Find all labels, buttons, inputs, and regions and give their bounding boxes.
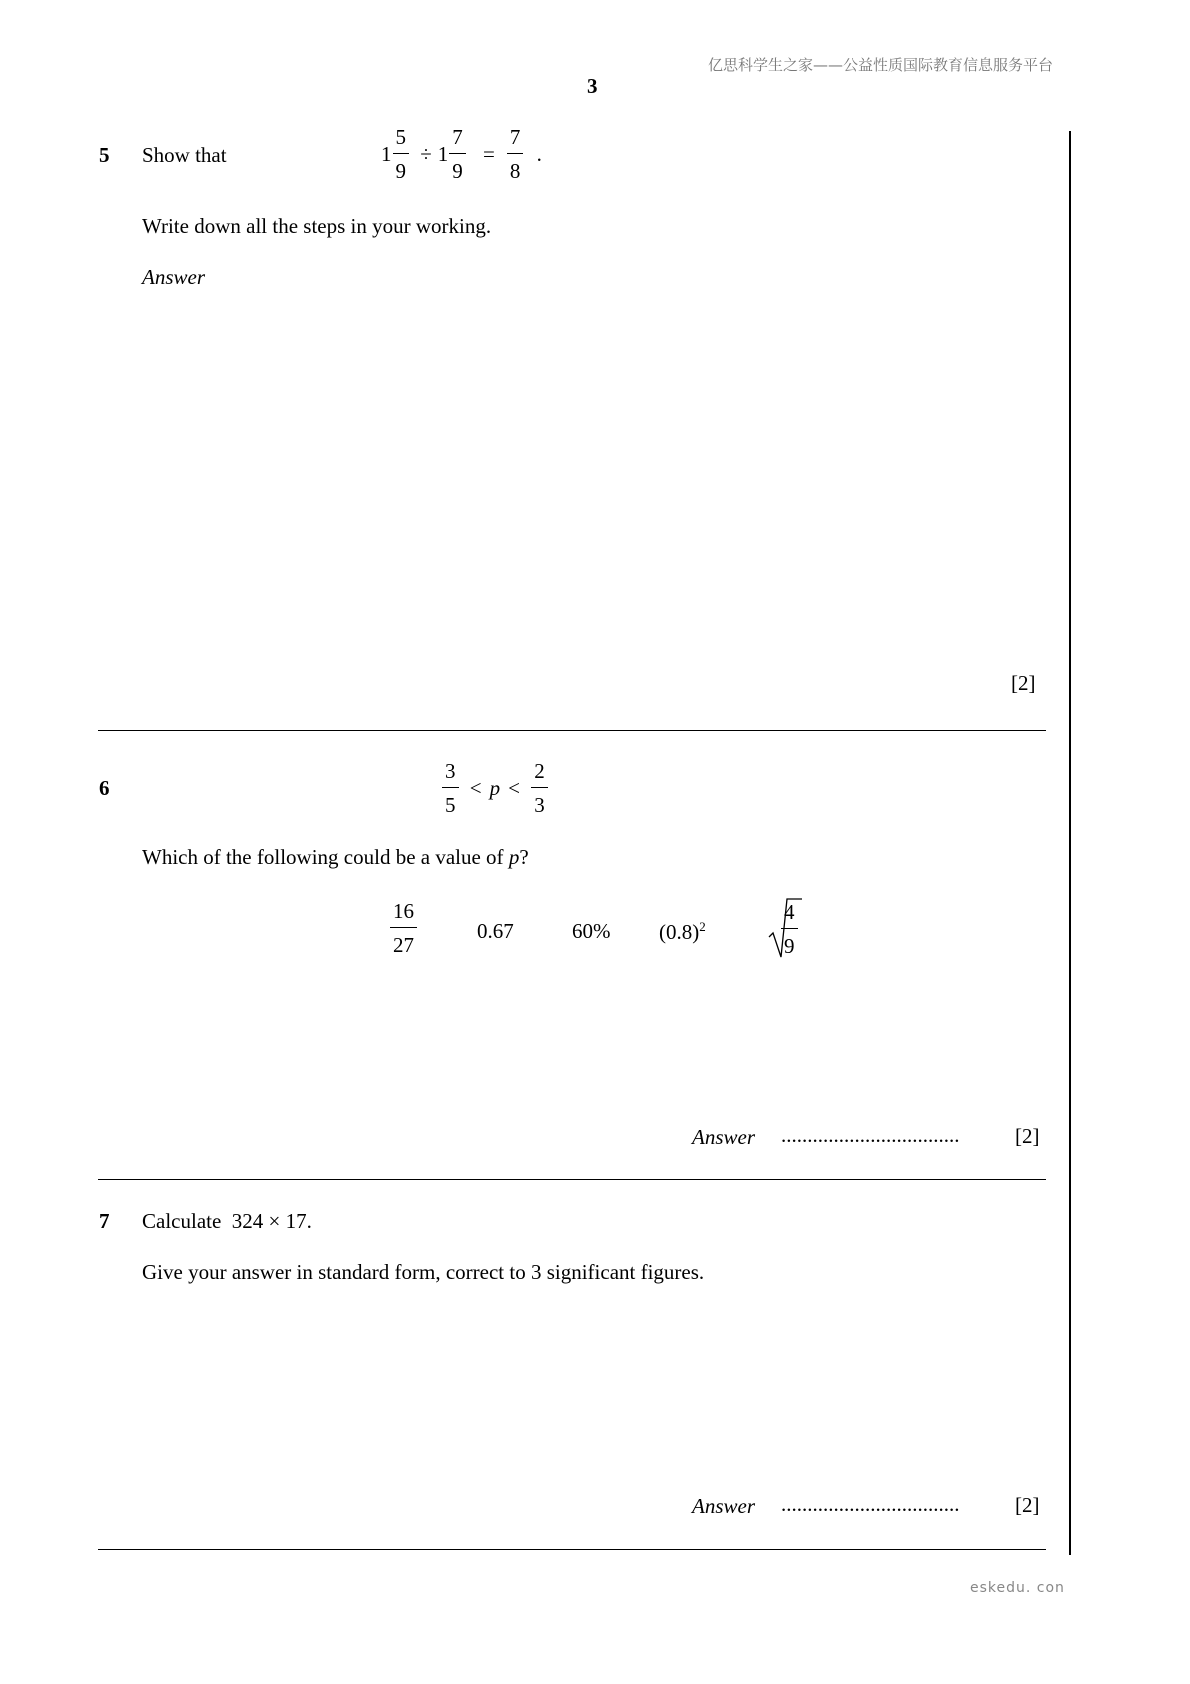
q5-period: .: [536, 142, 542, 166]
q6-option-5-den: 9: [784, 934, 795, 958]
q6-option-0-67: 0.67: [477, 919, 514, 943]
q5-fraction-3: [507, 127, 524, 182]
q5-divide-sign: ÷: [420, 142, 432, 166]
q6-option-5-num: 4: [781, 902, 798, 929]
q5-whole-1: 1: [381, 142, 392, 166]
q5-whole-2: 1: [437, 142, 449, 166]
q6-ineq-fraction-2: [531, 761, 548, 816]
q5-fraction-2-den: 9: [452, 159, 463, 183]
q6-answer-line[interactable]: ..................................: [781, 1123, 960, 1147]
q6-question: [142, 845, 529, 870]
divider-q5-q6: [98, 730, 1046, 731]
q6-option-sqrt-4-9: [768, 897, 802, 959]
q6-option-5-fraction: [781, 902, 798, 957]
q6-option-4-base: (0.8): [659, 920, 700, 944]
q6-ineq-fraction-2-den: 3: [534, 793, 545, 817]
q5-fraction-1: [393, 127, 410, 182]
q6-ineq-fraction-1: [442, 761, 459, 816]
q5-fraction-2-num: 7: [449, 127, 466, 154]
q7-answer-line[interactable]: ..................................: [781, 1492, 960, 1516]
q6-question-variable: p: [508, 845, 520, 869]
q5-prompt: Show that: [142, 143, 227, 167]
q5-equals-sign: =: [483, 142, 495, 166]
q5-fraction-3-num: 7: [507, 127, 524, 154]
q5-marks: [2]: [1011, 671, 1036, 695]
q6-ineq-fraction-2-num: 2: [531, 761, 548, 788]
q7-prompt: Calculate 324 × 17.: [142, 1209, 312, 1233]
header-watermark: 亿思科学生之家——公益性质国际教育信息服务平台: [707, 56, 1053, 74]
q6-marks: [2]: [1015, 1124, 1040, 1148]
q6-number: 6: [99, 776, 110, 800]
q6-option-1-num: 16: [390, 901, 417, 928]
q6-option-1-den: 27: [393, 933, 414, 957]
q6-option-0-8-squared: [659, 919, 706, 945]
q7-number: 7: [99, 1209, 110, 1233]
q5-fraction-2: [449, 127, 466, 182]
q5-fraction-1-num: 5: [393, 127, 410, 154]
q6-answer-label: Answer: [692, 1125, 755, 1149]
q6-option-60-percent: 60%: [572, 919, 611, 943]
q6-inequality: [442, 761, 548, 816]
q6-question-mark: ?: [519, 845, 529, 869]
q6-option-16-27: [390, 901, 417, 956]
q6-ineq-fraction-1-num: 3: [442, 761, 459, 788]
right-margin-rule: [1069, 131, 1071, 1555]
q6-option-4-exponent: 2: [699, 919, 706, 934]
q6-less-than-2: <: [508, 776, 520, 800]
footer-site: eskedu. con: [970, 1580, 1065, 1596]
divider-q6-q7: [98, 1179, 1046, 1180]
q5-answer-label: Answer: [142, 265, 205, 289]
q6-variable-p: p: [489, 776, 501, 800]
q5-fraction-1-den: 9: [395, 159, 406, 183]
q7-answer-label: Answer: [692, 1494, 755, 1518]
q5-fraction-3-den: 8: [509, 159, 521, 183]
divider-bottom: [98, 1549, 1046, 1550]
q7-marks: [2]: [1015, 1493, 1040, 1517]
q5-instruction: Write down all the steps in your working.: [142, 214, 492, 238]
q5-number: 5: [99, 143, 110, 167]
q6-question-text: Which of the following could be a value of: [142, 845, 509, 869]
page-number: 3: [587, 74, 598, 98]
q6-less-than-1: <: [469, 776, 482, 800]
q6-option-1-fraction: [390, 901, 417, 956]
q7-instruction: Give your answer in standard form, correct to 3 significant figures.: [142, 1260, 705, 1284]
q5-expression: [381, 127, 548, 182]
q6-ineq-fraction-1-den: 5: [445, 793, 456, 817]
